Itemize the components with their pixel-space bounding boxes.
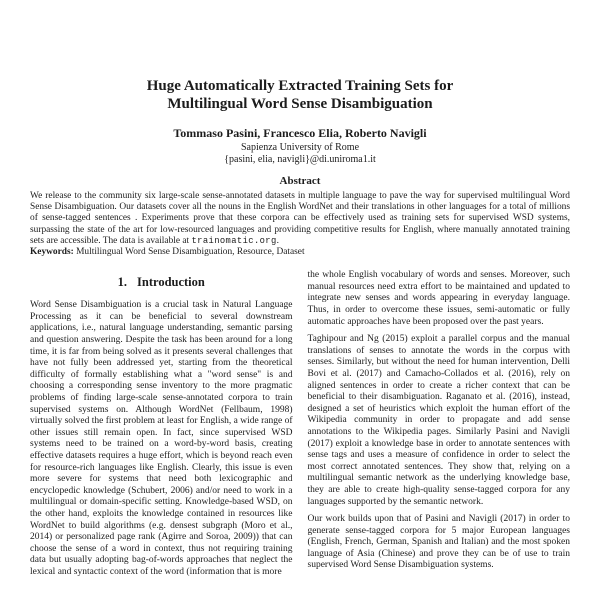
section-heading-introduction (30, 275, 293, 290)
two-column-body (30, 270, 570, 578)
section-title: Introduction (137, 275, 205, 290)
paper-url[interactable]: trainomatic.org (191, 235, 277, 246)
related-work-paragraph-2: Taghipour and Ng (2015) exploit a parallel corpus and the manual translations of senses to annotate the words in the corpus with senses. Similarly, but without the need for human intervention, Delli Bovi et al. (2017) and Camacho-Collados et al. (2016), rely on aligned sentences in order to create a richer context that can be beneficial to their disambiguation. Raganato et al. (2016), instead, designed a set of heuristics which exploit the human effort of the Wikipedia community in order to propagate and add sense annotations to the Wikipedia pages. Similarly Pasini and Navigli (2017) exploit a knowledge base in order to annotate sentences with sense tags and uses a measure of confidence in order to select the most correct annotated sentences. They show that, relying on a multilingual semantic network as the underlying knowledge base, they are able to create high-quality sense-tagged corpora for any languages supported by the semantic network. (307, 334, 570, 507)
email-line: {pasini, elia, navigli}@di.uniroma1.it (224, 153, 376, 165)
intro-paragraph: Word Sense Disambiguation is a crucial task in Natural Language Processing as it can be beneficial to several downstream applications, i.e., natural language understanding, semantic parsing and question answering. Despite the task has been around for a long time, it is far from being solved as it presents several challenges that have not fully been addressed yet, starting from the theoretical difficulty of formally establishing what a "word sense" is and choosing a corresponding sense inventory to the more pragmatic problems of finding large-scale sense-annotated corpora to train supervised systems on. Although WordNet (Fellbaum, 1998) virtually solved the first problem at least for English, a wide range of other issues still remain open. In fact, since supervised WSD systems need to be trained on a word-by-word basis, creating effective datasets requires a huge effort, which is beyond reach even for resource-rich languages like English. Clearly, this issue is even more severe for systems that need both lexicographic and encyclopedic knowledge (Schubert, 2006) and/or need to work in a multilingual or domain-specific setting. Knowledge-based WSD, on the other hand, exploits the knowledge contained in resources like WordNet to build algorithms (e.g. densest subgraph (Moro et al., 2014) or personalized page rank (Agirre and Soroa, 2009)) that can choose the sense of a word in context, thus not requiring training data but usually adopting bag-of-words approaches that neglect the lexical and syntactic context of the word (information that is more (30, 300, 293, 577)
abstract-text (30, 191, 570, 247)
keywords-value: Multilingual Word Sense Disambiguation, Resource, Dataset (73, 247, 305, 258)
abstract-text-after-url: . (276, 235, 280, 246)
right-column (308, 270, 571, 578)
affiliation-line: Sapienza University of Rome (240, 142, 360, 153)
author-line: Tommaso Pasini, Francesco Elia, Roberto Navigli (173, 126, 427, 140)
left-column (30, 270, 293, 578)
paper-title-line2: Multilingual Word Sense Disambiguation (167, 95, 433, 112)
section-number: 1. (117, 275, 128, 290)
abstract-text-before-url: We release to the community six large-scale sense-annotated datasets in multiple language to pave the way for supervised multilingual Word Sense Disambiguation. Our datasets cover all the nouns in the English WordNet and their translations in other languages for a total of millions of sense-tagged sentences . Experiments prove that these corpora can be effectively used as training sets for supervised WSD systems, surpassing the state of the art for low-resourced languages and providing competitive results for English, where manually annotated training sets are accessible. The data is available at (30, 191, 570, 246)
related-work-paragraph-1: the whole English vocabulary of words and senses. Moreover, such manual resources need extra effort to be maintained and updated to integrate new senses and words appearing in everyday language. Thus, in order to overcome these issues, semi-automatic or fully automatic approaches have been proposed over the past years. (307, 270, 570, 327)
paper-title-line1: Huge Automatically Extracted Training Sets for (146, 78, 454, 94)
abstract-heading: Abstract (279, 175, 321, 187)
keywords-line (30, 247, 570, 258)
keywords-label: Keywords: (30, 247, 74, 258)
paper-title (30, 78, 570, 113)
related-work-paragraph-3: Our work builds upon that of Pasini and Navigli (2017) in order to generate sense-tagged corpora for 5 major European languages (English, French, German, Spanish and Italian) and the most spoken language of Asia (Chinese) and prove they can be of use to train supervised Word Sense Disambiguation systems. (307, 514, 570, 571)
